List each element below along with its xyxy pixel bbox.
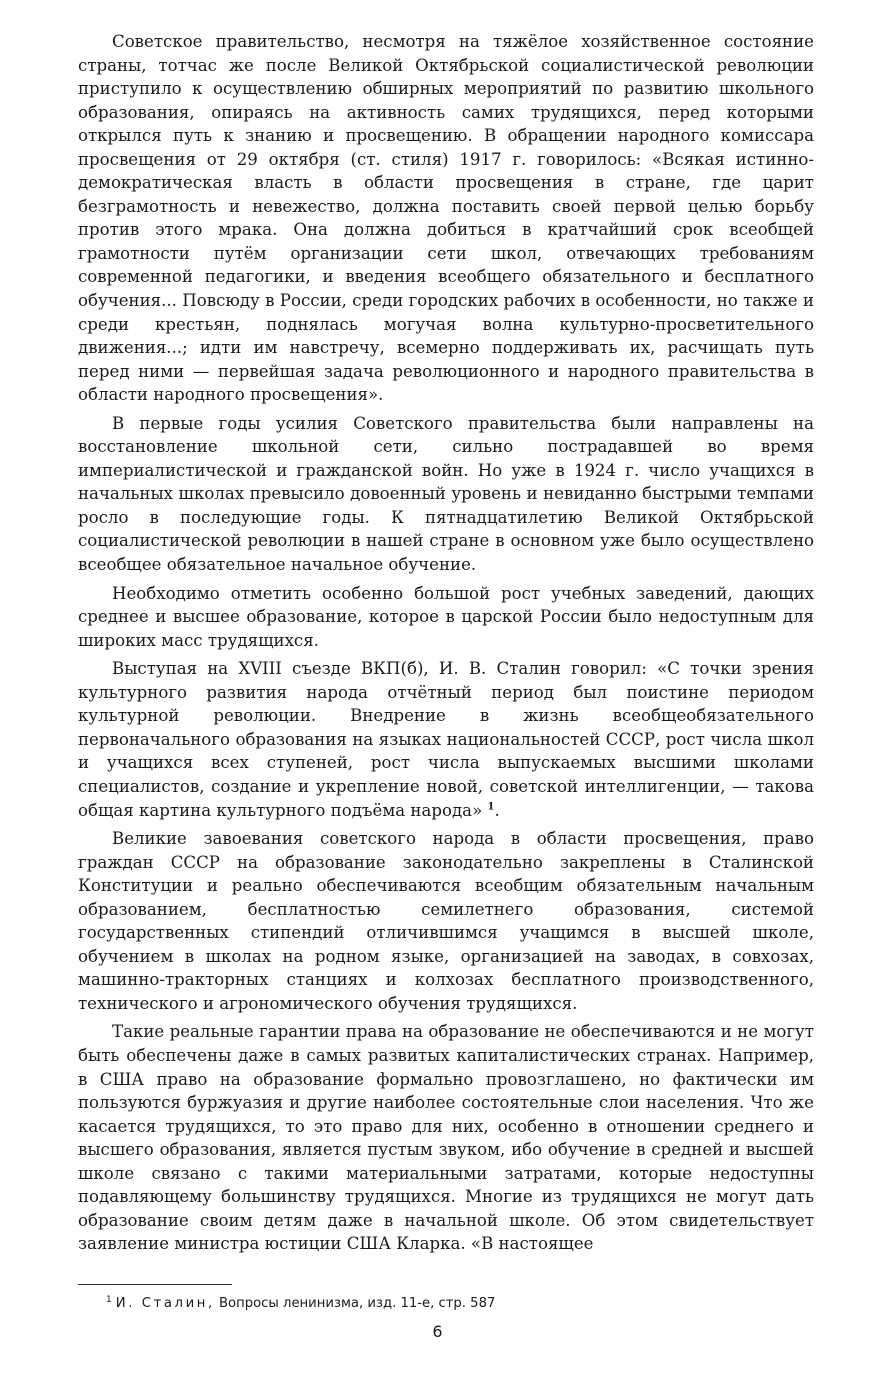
footnote-source: Вопросы ленинизма, изд. 11-е, стр. 587 bbox=[218, 1296, 496, 1311]
paragraph-6: Такие реальные гарантии права на образование не обеспечиваются и не могут быть обеспечены даже в самых развитых капиталистических странах. Например, в США право на образование формально провозглашено, но фактически им пользуются буржуазия и другие наиболее состоятельные слои населения. Что же касается трудящихся, то это право для них, особенно в отношении среднего и высшего образования, является пустым звуком, ибо обучение в средней и высшей школе связано с такими материальными затратами, которые недоступны подавляющему большинству трудящихся. Многие из трудящихся не могут дать образование своим детям даже в начальной школе. Об этом свидетельствует заявление министра юстиции США Кларка. «В настоящее bbox=[78, 1022, 814, 1254]
paragraph-2: В первые годы усилия Советского правительства были направлены на восстановление школьной сети, сильно пострадавшей во время империалистической и гражданской войн. Но уже в 1924 г. число учащихся в начальных школах превысило довоенный уровень и невиданно быстрыми темпами росло в последующие годы. К пятнадцатилетию Великой Октябрьской социалистической революции в нашей стране в основном уже было осуществлено всеобщее обязательное начальное обучение. bbox=[78, 413, 814, 575]
paragraph-1: Советское правительство, несмотря на тяжёлое хозяйственное состояние страны, тотчас же после Великой Октябрьской социалистической революции приступило к осуществлению обширных мероприятий по развитию школьного образования, опираясь на активность самих трудящихся, перед которыми открылся путь к знанию и просвещению. В обращении народного комиссара просвещения от 29 октября (ст. стиля) 1917 г. говорилось: «Всякая истинно-демократическая власть в области просвещения в стране, где царит безграмотность и невежество, должна поставить своей первой целью борьбу против этого мрака. Она должна добиться в кратчайший срок всеобщей грамотности путём организации сети школ, отвечающих требованиям современной педагогики, и введения всеобщего обязательного и бесплатного обучения... Повсюду в России, среди городских рабочих в особенности, но также и среди крестьян, поднялась могучая волна культурно-просветительного движения...; идти им навстречу, всемерно поддерживать их, расчищать путь перед ними — первейшая задача революционного и народного правительства в области народного просвещения». bbox=[78, 32, 814, 405]
page-body bbox=[78, 30, 814, 1256]
paragraph-4: Выступая на XVIII съезде ВКП(б), И. В. Сталин говорил: «С точки зрения культурного развития народа отчётный период был поистине периодом культурной революции. Внедрение в жизнь всеобщеобязательного первоначального образования на языках национальностей СССР, рост числа школ и учащихся всех ступеней, рост числа выпускаемых высшими школами специалистов, создание и укрепление новой, советской интеллигенции, — такова общая картина культурного подъёма народа» $^1$. bbox=[78, 659, 814, 820]
paragraph-3: Необходимо отметить особенно большой рост учебных заведений, дающих среднее и высшее образование, которое в царской России было недоступным для широких масс трудящихся. bbox=[78, 583, 814, 650]
footnote-author: И. Сталин, bbox=[115, 1296, 215, 1311]
paragraph-4-text: Выступая на XVIII съезде ВКП(б), И. В. Сталин говорил: «С точки зрения культурного развития народа отчётный период был поистине периодом культурной революции. Внедрение в жизнь всеобщеобязательного первоначального образования на языках национальностей СССР, рост числа школ и учащихся всех ступеней, рост числа выпускаемых высшими школами специалистов, создание и укрепление новой, советской интеллигенции, — такова общая картина культурного подъёма народа» bbox=[78, 659, 814, 820]
footnote-number: 1 bbox=[106, 1294, 112, 1305]
footnote bbox=[78, 1295, 814, 1313]
page-number: 6 bbox=[432, 1322, 443, 1341]
footnote-reference: 1 bbox=[487, 800, 495, 812]
footnote-divider bbox=[78, 1284, 232, 1285]
paragraph-5: Великие завоевания советского народа в области просвещения, право граждан СССР на образование законодательно закреплены в Сталинской Конституции и реально обеспечиваются всеобщим обязательным начальным образованием, бесплатностью семилетнего образования, системой государственных стипендий отличившимся учащимся в высшей школе, обучением в школах на родном языке, организацией на заводах, в совхозах, машинно-тракторных станциях и колхозах бесплатного производственного, технического и агрономического обучения трудящихся. bbox=[78, 829, 814, 1013]
